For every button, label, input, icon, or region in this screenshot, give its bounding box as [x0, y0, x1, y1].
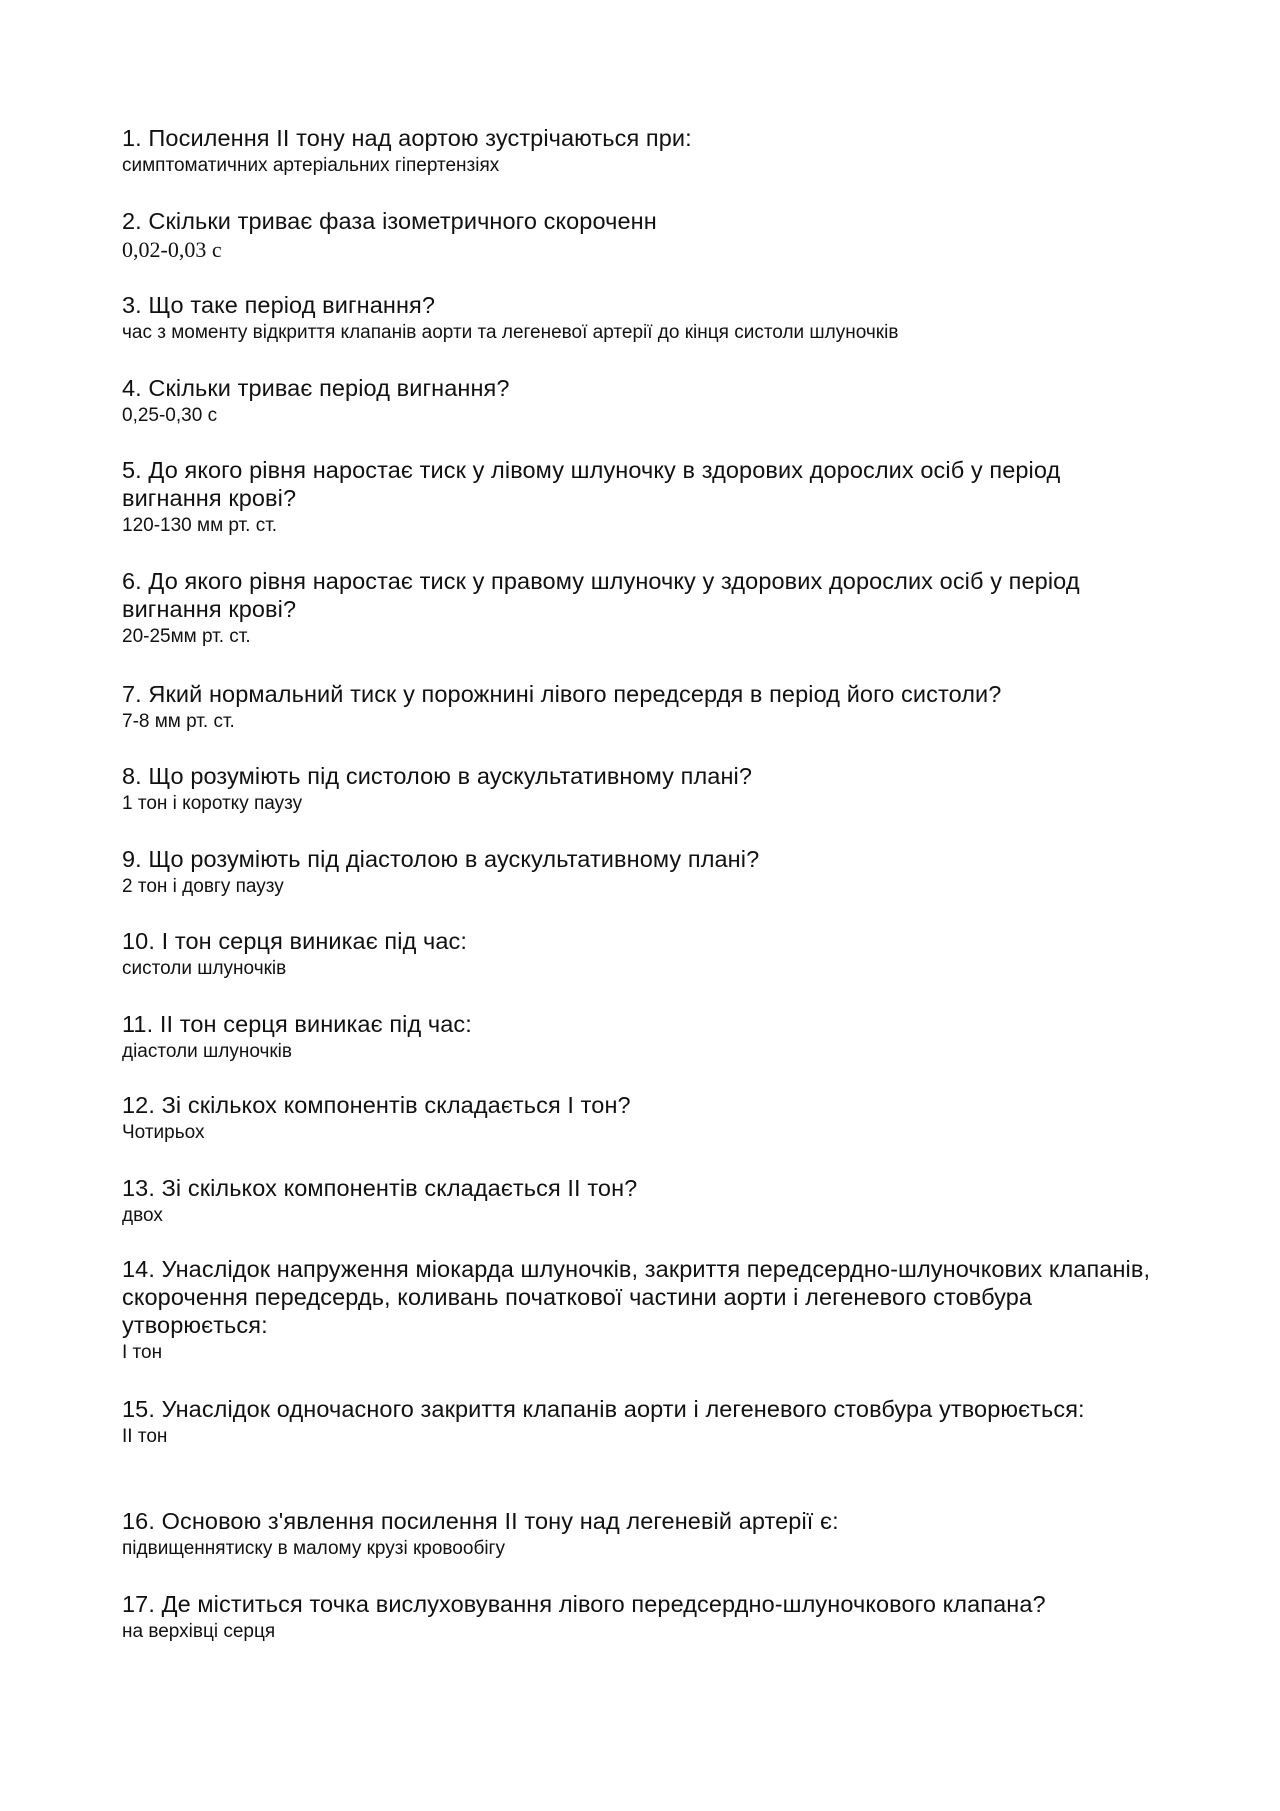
qa-item-14	[122, 1255, 1162, 1365]
qa-item-4	[122, 374, 1162, 428]
answer-text: діастоли шлуночків	[122, 1041, 292, 1062]
question-text: 15. Унаслідок одночасного закриття клапанів аорти і легеневого стовбура утворюється:	[122, 1396, 1085, 1422]
question-text: 4. Скільки триває період вигнання?	[122, 375, 510, 401]
qa-item-3	[122, 291, 1162, 345]
qa-item-10	[122, 927, 1162, 981]
question-text: 14. Унаслідок напруження міокарда шлуночків, закриття передсердно-шлуночкових клапанів, скорочення передсердь, коливань початкової частини аорти і легеневого стовбура утворюється:	[122, 1256, 1151, 1338]
answer-text: час з моменту відкриття клапанів аорти та легеневої артерії до кінця систоли шлуночків	[122, 322, 899, 343]
answer-text: 20-25мм рт. ст.	[122, 626, 251, 647]
answer-text: Чотирьох	[122, 1122, 205, 1143]
question-text: 8. Що розуміють під систолою в аускультативному плані?	[122, 763, 753, 789]
question-text: 16. Основою з'явлення посилення II тону над легеневій артерії є:	[122, 1508, 839, 1534]
question-text: 1. Посилення II тону над аортою зустрічаються при:	[122, 125, 692, 151]
answer-text: систоли шлуночків	[122, 958, 287, 979]
answer-text: підвищеннятиску в малому крузі кровообігу	[122, 1538, 505, 1559]
question-text: 7. Який нормальний тиск у порожнині лівого передсердя в період його систоли?	[122, 681, 1002, 707]
qa-item-6	[122, 567, 1162, 649]
question-text: 3. Що таке період вигнання?	[122, 292, 436, 318]
answer-text: 120-130 мм рт. ст.	[122, 515, 278, 536]
answer-text: 0,02-0,03 с	[122, 237, 222, 262]
question-text: 11. II тон серця виникає під час:	[122, 1011, 472, 1037]
qa-item-15	[122, 1395, 1162, 1449]
answer-text: двох	[122, 1205, 163, 1226]
qa-item-13	[122, 1174, 1162, 1228]
question-text: 12. Зі скількох компонентів складається I тон?	[122, 1092, 631, 1118]
qa-item-11	[122, 1010, 1162, 1064]
answer-text: на верхівці серця	[122, 1621, 276, 1642]
qa-item-9	[122, 845, 1162, 899]
question-text: 13. Зі скількох компонентів складається II тон?	[122, 1175, 638, 1201]
qa-item-7	[122, 680, 1162, 734]
answer-text: 2 тон і довгу паузу	[122, 876, 284, 897]
answer-text: 0,25-0,30 с	[122, 405, 218, 426]
question-text: 5. До якого рівня наростає тиск у лівому шлуночку в здорових дорослих осіб у період вигнання крові?	[122, 457, 1061, 511]
answer-text: симптоматичних артеріальних гіпертензіях	[122, 155, 500, 176]
question-text: 2. Скільки триває фаза ізометричного скороченн	[122, 208, 657, 234]
qa-item-12	[122, 1091, 1162, 1145]
question-text: 17. Де міститься точка вислуховування лівого передсердно-шлуночкового клапана?	[122, 1591, 1046, 1617]
qa-item-16	[122, 1507, 1162, 1561]
qa-item-1	[122, 124, 1162, 178]
answer-text: II тон	[122, 1426, 168, 1447]
answer-text: 1 тон і коротку паузу	[122, 793, 303, 814]
answer-text: I тон	[122, 1342, 163, 1363]
question-text: 10. I тон серця виникає під час:	[122, 928, 468, 954]
question-text: 6. До якого рівня наростає тиск у правому шлуночку у здорових дорослих осіб у період вигнання крові?	[122, 568, 1080, 622]
question-text: 9. Що розуміють під діастолою в аускультативному плані?	[122, 846, 760, 872]
qa-item-17	[122, 1590, 1162, 1644]
qa-item-8	[122, 762, 1162, 816]
answer-text: 7-8 мм рт. ст.	[122, 711, 235, 732]
qa-item-2	[122, 207, 1162, 263]
qa-item-5	[122, 456, 1162, 538]
